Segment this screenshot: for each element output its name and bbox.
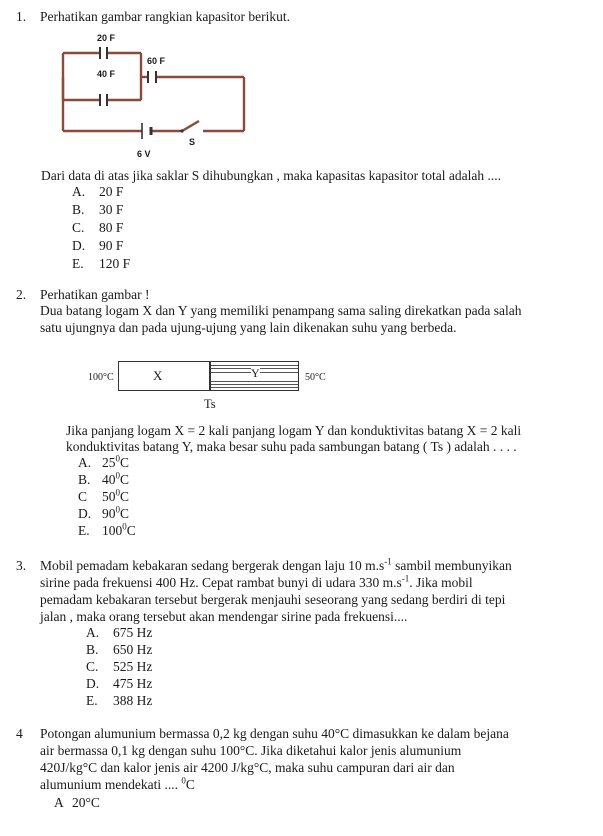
q2-option-value: 90 [102, 506, 116, 521]
q2-question-line-2: konduktivitas batang Y, maka besar suhu pada sambungan batang ( Ts ) adalah . . . . [66, 439, 517, 454]
q1-option-letter: B. [72, 202, 85, 217]
q1-option-letter: E. [72, 256, 84, 271]
q1-option-letter: A. [72, 184, 86, 199]
q4-line-3: 420J/kg°C dan kalor jenis air 4200 J/kg°C, maka suhu campuran dari air dan [40, 760, 455, 775]
q2-option-letter: B. [78, 472, 91, 487]
celsius-unit: C [120, 455, 130, 470]
q3-line-2-b: . Jika mobil [409, 575, 473, 590]
q3-line-2-a: sirine pada frekuensi 400 Hz. Cepat rambat bunyi di udara 330 m.s [40, 575, 402, 590]
q3-line-1-a: Mobil pemadam kebakaran sedang bergerak dengan laju 10 m.s [40, 558, 385, 573]
q2-option-letter: C [78, 489, 88, 504]
left-temp-label: 100°C [88, 372, 114, 383]
q2-question-line-1: Jika panjang logam X = 2 kali panjang logam Y dan konduktivitas batang X = 2 kali [66, 423, 522, 438]
degree-sup: 0 [115, 453, 120, 464]
degree-sup: 0 [115, 504, 120, 515]
q3-line-4: jalan , maka orang tersebut akan mendengar sirine pada frekuensi.... [40, 609, 408, 624]
q3-option-text: 675 Hz [113, 625, 153, 640]
capacitor-circuit-diagram [0, 0, 603, 170]
q3-line-1 [40, 558, 512, 574]
q3-option-text: 388 Hz [113, 693, 153, 708]
switch-label: S [189, 137, 196, 147]
celsius-unit: C [120, 472, 130, 487]
q2-option-value: 50 [102, 489, 116, 504]
q1-option-text: 120 F [99, 256, 131, 271]
q1-option-letter: C. [72, 220, 85, 235]
c2-label: 40 F [97, 69, 116, 79]
q1-prompt: Perhatikan gambar rangkian kapasitor berikut. [40, 9, 291, 24]
q1-question: Dari data di atas jika saklar S dihubungkan , maka kapasitas kapasitor total adalah .... [41, 168, 501, 183]
q2-option-letter: E. [78, 523, 90, 538]
q3-line-3: pemadam kebakaran tersebut bergerak menjauhi seseorang yang sedang berdiri di tepi [40, 592, 506, 607]
q1-option-letter: D. [72, 238, 86, 253]
q3-option-text: 525 Hz [113, 659, 153, 674]
celsius-unit: C [126, 523, 136, 538]
q2-option-text [102, 523, 136, 539]
rod-y [210, 361, 299, 391]
q2-prompt: Perhatikan gambar ! [40, 287, 150, 302]
q2-line-2: satu ujungnya dan pada ujung-ujung yang lain dikenakan suhu yang berbeda. [40, 320, 457, 335]
q2-option-text [102, 489, 129, 505]
q4-line-4-sup: 0 [181, 775, 186, 786]
q2-option-letter: D. [78, 506, 92, 521]
q3-line-1-b: sambil membunyikan [391, 558, 512, 573]
q3-line-2 [40, 575, 473, 591]
q1-option-text: 90 F [99, 238, 124, 253]
q1-number: 1. [16, 9, 27, 24]
degree-sup: 0 [115, 470, 120, 481]
q2-line-1: Dua batang logam X dan Y yang memiliki penampang sama saling direkatkan pada salah [40, 303, 522, 318]
q3-option-letter: E. [86, 693, 98, 708]
q1-option-text: 80 F [99, 220, 124, 235]
q2-option-letter: A. [78, 455, 92, 470]
q2-option-text [102, 455, 129, 471]
q4-number: 4 [16, 726, 23, 741]
q3-option-letter: C. [86, 659, 99, 674]
c1-label: 20 F [97, 33, 116, 43]
switch-contact [180, 129, 183, 132]
q2-number: 2. [16, 287, 27, 302]
degree-sup: 0 [115, 487, 120, 498]
celsius-unit: C [120, 489, 130, 504]
junction-label: Ts [204, 397, 216, 411]
q2-option-value: 100 [102, 523, 123, 538]
q4-option-text: 20°C [72, 795, 100, 810]
right-temp-label: 50°C [305, 372, 326, 383]
q4-line-2: air bermassa 0,1 kg dengan suhu 100°C. Jika diketahui kalor jenis alumunium [40, 743, 462, 758]
q2-option-value: 25 [102, 455, 116, 470]
q3-option-text: 650 Hz [113, 642, 153, 657]
q4-line-4-a: alumunium mendekati .... [40, 777, 182, 792]
q2-option-text [102, 506, 129, 522]
rod-x [118, 361, 210, 391]
q3-option-text: 475 Hz [113, 676, 153, 691]
celsius-unit: C [120, 506, 130, 521]
q4-line-4-b: C [185, 777, 195, 792]
c3-label: 60 F [147, 56, 166, 66]
q3-line-1-sup: -1 [384, 556, 392, 567]
q2-option-value: 40 [102, 472, 116, 487]
q3-line-2-sup: -1 [401, 573, 410, 584]
q1-option-text: 20 F [99, 184, 124, 199]
q3-option-letter: D. [86, 676, 100, 691]
rod-y-label: Y [251, 366, 260, 380]
q1-option-text: 30 F [99, 202, 124, 217]
q2-option-text [102, 472, 129, 488]
battery-label: 6 V [137, 149, 151, 159]
battery-symbol [142, 123, 151, 139]
q3-number: 3. [16, 558, 27, 573]
q4-line-1: Potongan alumunium bermassa 0,2 kg dengan suhu 40°C dimasukkan ke dalam bejana [40, 726, 509, 741]
q3-option-letter: B. [86, 642, 99, 657]
rod-x-label: X [153, 368, 163, 383]
q3-option-letter: A. [86, 625, 100, 640]
q4-option-letter: A [54, 795, 64, 810]
q4-line-4 [40, 777, 195, 793]
degree-sup: 0 [122, 521, 127, 532]
